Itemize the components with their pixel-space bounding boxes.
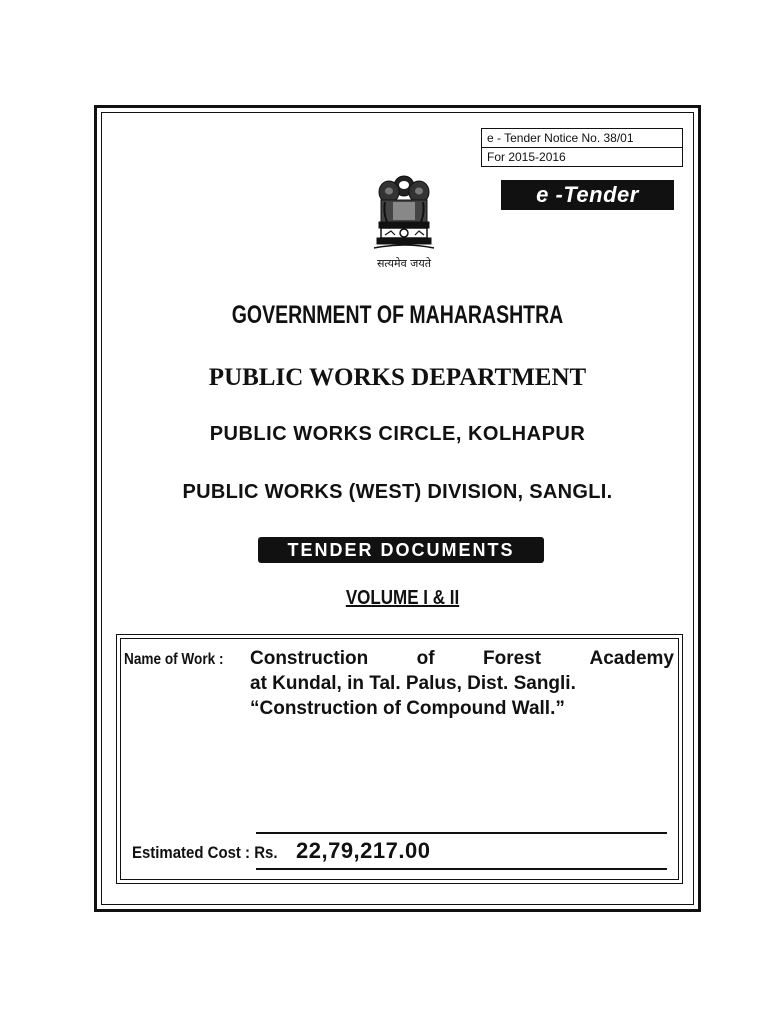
work-word: Forest xyxy=(483,648,542,669)
division-title: PUBLIC WORKS (WEST) DIVISION, SANGLI. xyxy=(182,481,613,503)
cost-bottom-rule xyxy=(256,868,667,870)
national-emblem-icon xyxy=(371,172,437,252)
name-of-work-text xyxy=(250,646,674,721)
tender-documents-banner: TENDER DOCUMENTS xyxy=(258,537,544,563)
currency-label: Rs. xyxy=(254,843,278,862)
e-tender-badge: e -Tender xyxy=(501,180,674,210)
work-word: of xyxy=(416,648,435,669)
estimated-cost-label: Estimated Cost : Rs. xyxy=(132,843,278,862)
estimated-cost-amount: 22,79,217.00 xyxy=(296,838,431,863)
department-title: PUBLIC WORKS DEPARTMENT xyxy=(208,364,587,391)
cost-top-rule xyxy=(256,832,667,834)
work-word: Academy xyxy=(589,648,674,669)
tender-notice-box xyxy=(481,128,683,167)
tender-notice-year: For 2015-2016 xyxy=(482,147,682,166)
government-title: GOVERNMENT OF MAHARASHTRA xyxy=(231,301,564,329)
work-line-3: “Construction of Compound Wall.” xyxy=(250,698,565,719)
emblem-motto: सत्यमेव जयते xyxy=(376,257,431,270)
volume-heading: VOLUME I & II xyxy=(345,587,460,609)
work-word: Construction xyxy=(250,648,369,669)
name-of-work-label: Name of Work : xyxy=(124,651,224,668)
tender-notice-number: e - Tender Notice No. 38/01 xyxy=(487,131,634,145)
circle-title: PUBLIC WORKS CIRCLE, KOLHAPUR xyxy=(209,423,586,445)
work-line-2: at Kundal, in Tal. Palus, Dist. Sangli. xyxy=(250,673,576,694)
work-line-1 xyxy=(250,646,674,671)
